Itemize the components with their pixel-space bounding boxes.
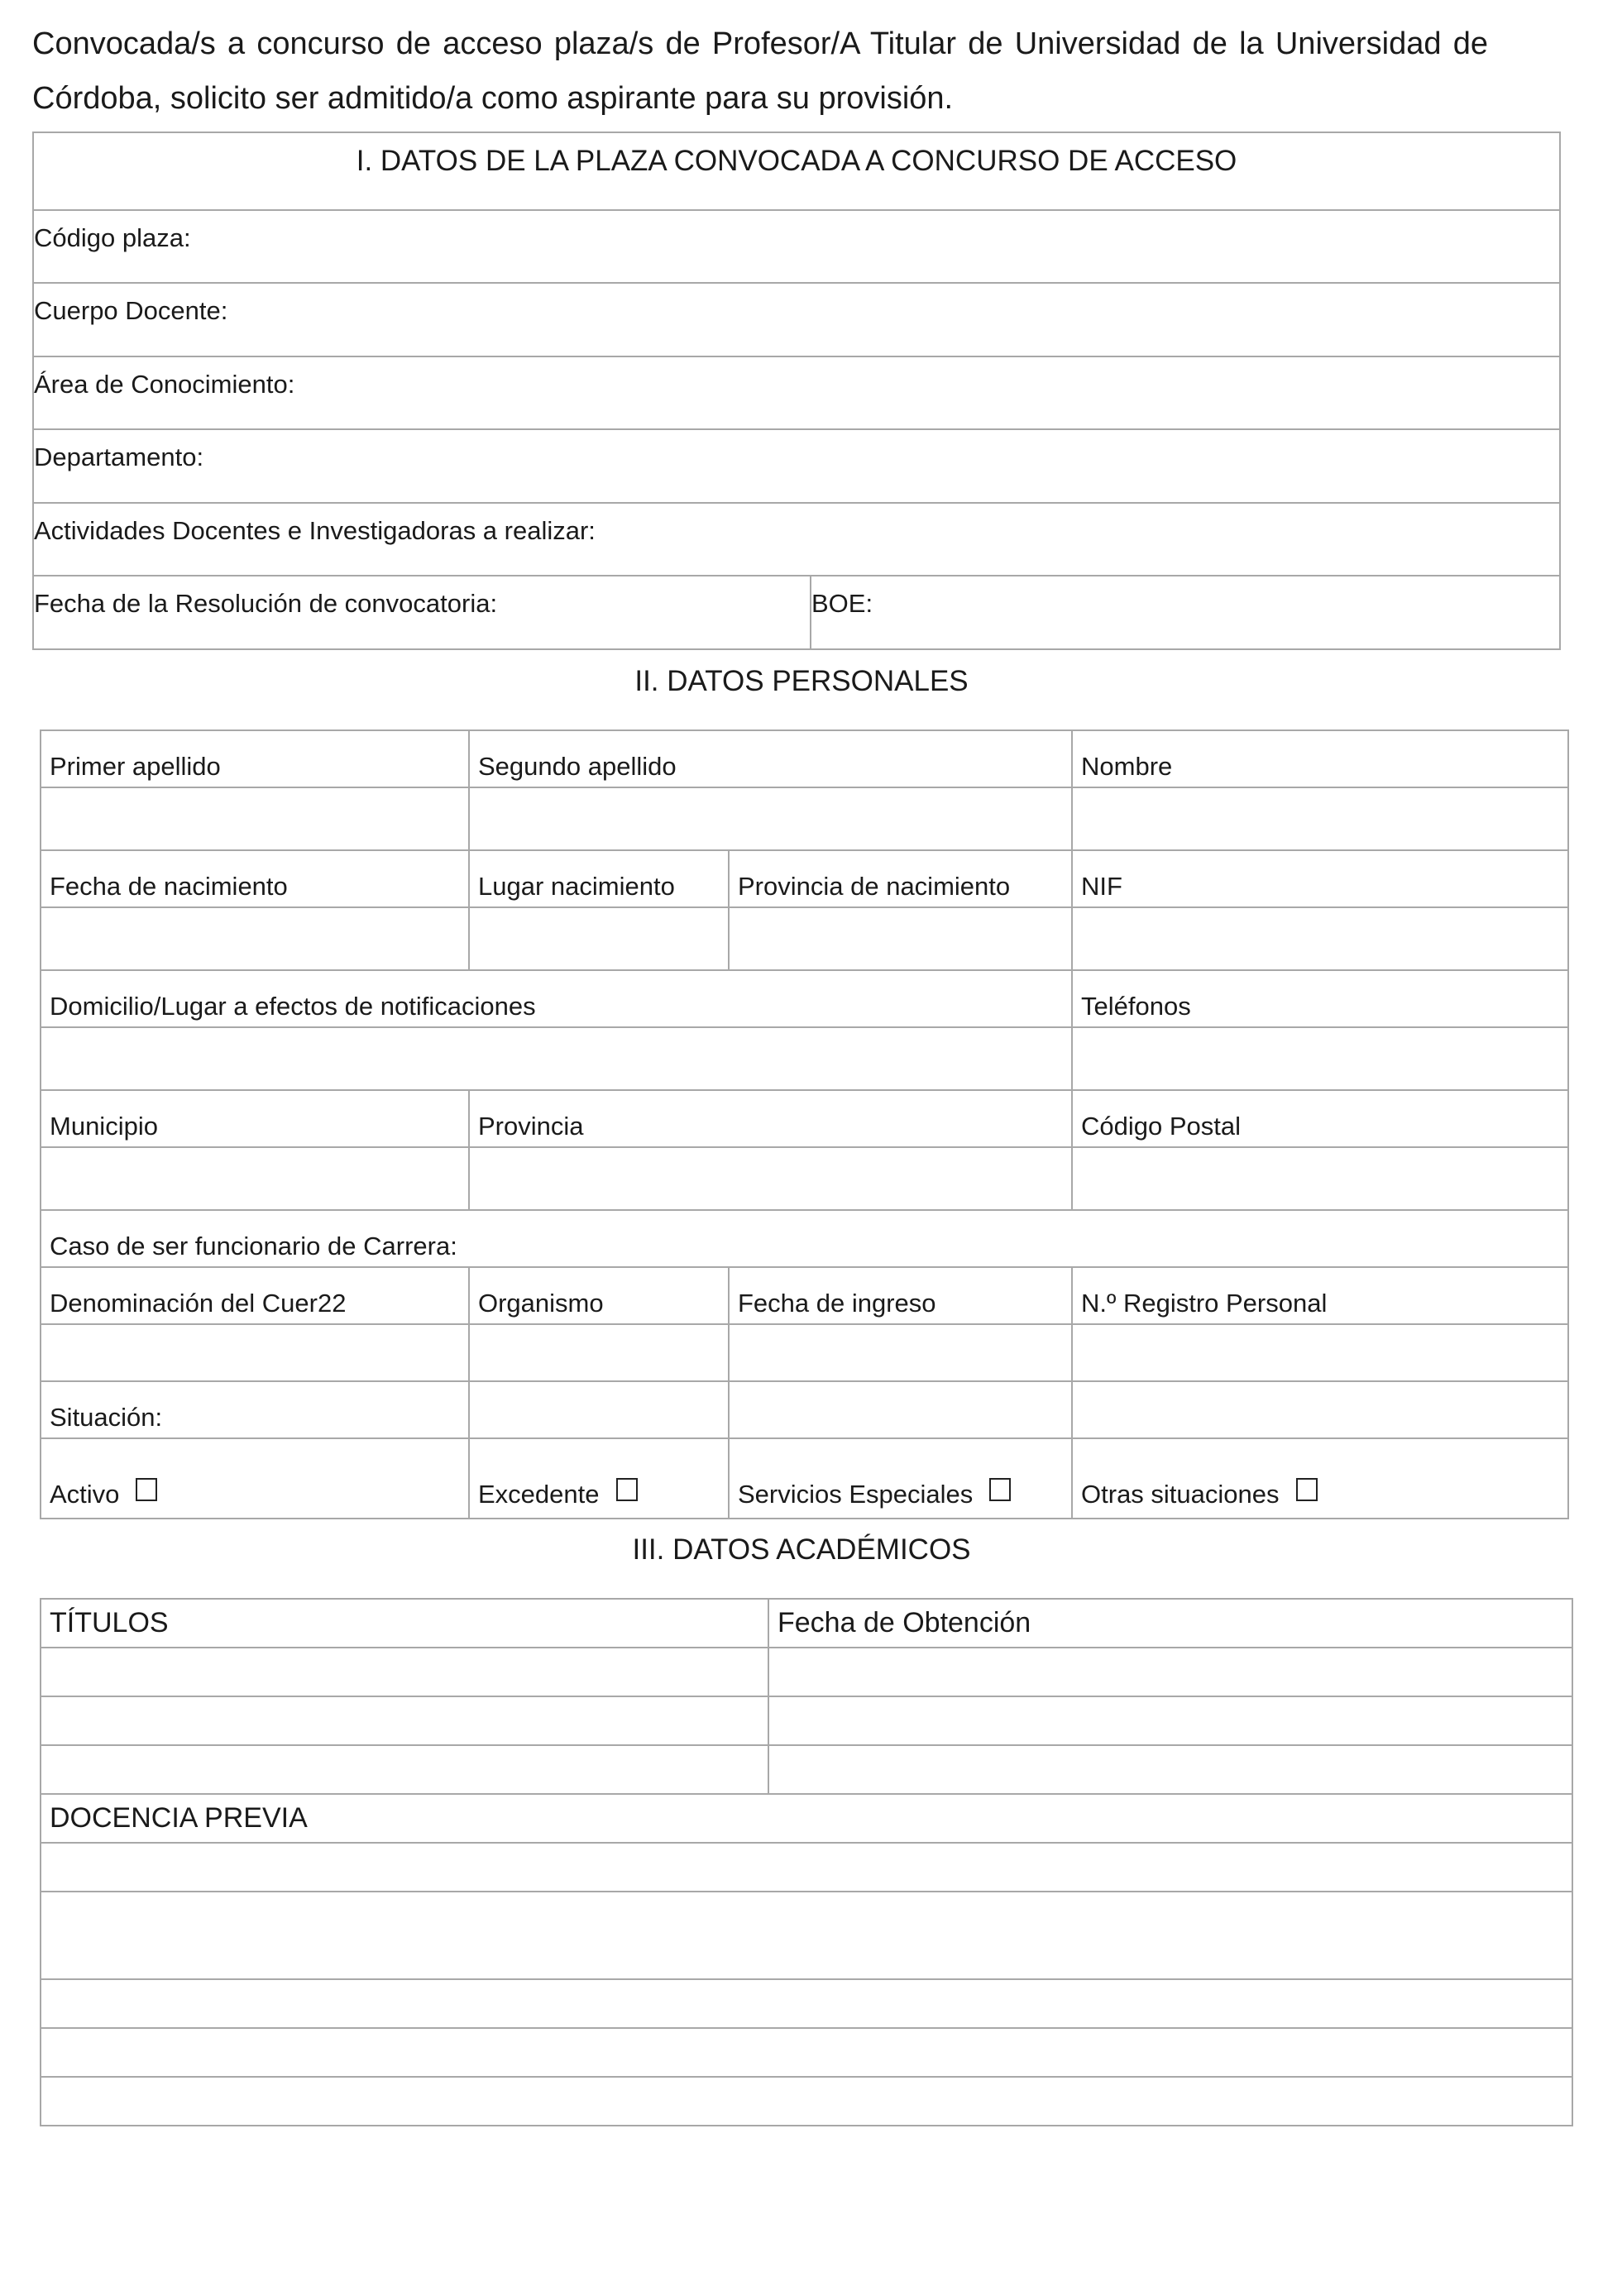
actividades-label: Actividades Docentes e Investigadoras a realizar: xyxy=(34,516,596,545)
nif-input[interactable] xyxy=(1072,907,1568,970)
docencia-previa-input[interactable] xyxy=(41,1892,1572,1979)
provincia-nacimiento-input[interactable] xyxy=(729,907,1072,970)
section3-title: III. DATOS ACADÉMICOS xyxy=(632,1533,971,1566)
situacion-label: Situación: xyxy=(41,1381,469,1438)
academic-data-table xyxy=(40,1598,1573,2126)
area-field[interactable] xyxy=(33,356,1560,429)
personal-data-table xyxy=(40,729,1569,1519)
boe-field[interactable] xyxy=(811,576,1560,649)
fecha-nacimiento-input[interactable] xyxy=(41,907,469,970)
lugar-nacimiento-input[interactable] xyxy=(469,907,729,970)
titulo-input[interactable] xyxy=(41,1648,768,1696)
otras-situaciones-option[interactable] xyxy=(1072,1438,1568,1519)
plaza-data-table xyxy=(32,132,1561,650)
denominacion-label: Denominación del Cuer22 xyxy=(41,1267,469,1324)
nombre-input[interactable] xyxy=(1072,787,1568,850)
boe-label: BOE: xyxy=(811,589,873,618)
organismo-input[interactable] xyxy=(469,1324,729,1381)
otras-situaciones-label: Otras situaciones xyxy=(1081,1480,1280,1509)
docencia-previa-header: DOCENCIA PREVIA xyxy=(41,1794,1572,1843)
otras-situaciones-checkbox[interactable] xyxy=(1296,1478,1318,1501)
registro-label: N.º Registro Personal xyxy=(1072,1267,1568,1324)
segundo-apellido-label: Segundo apellido xyxy=(469,730,1072,787)
activo-option[interactable] xyxy=(41,1438,469,1519)
codigo-postal-input[interactable] xyxy=(1072,1147,1568,1210)
nombre-label: Nombre xyxy=(1072,730,1568,787)
excedente-checkbox[interactable] xyxy=(616,1478,638,1501)
provincia-nacimiento-label: Provincia de nacimiento xyxy=(729,850,1072,907)
telefonos-input[interactable] xyxy=(1072,1027,1568,1090)
segundo-apellido-input[interactable] xyxy=(469,787,1072,850)
departamento-field[interactable] xyxy=(33,429,1560,503)
fecha-obtencion-input[interactable] xyxy=(768,1745,1572,1794)
domicilio-label: Domicilio/Lugar a efectos de notificaciones xyxy=(41,970,1072,1027)
departamento-label: Departamento: xyxy=(34,442,204,471)
situacion-cell xyxy=(1072,1381,1568,1438)
municipio-label: Municipio xyxy=(41,1090,469,1147)
activo-label: Activo xyxy=(50,1480,120,1509)
excedente-option[interactable] xyxy=(469,1438,729,1519)
codigo-postal-label: Código Postal xyxy=(1072,1090,1568,1147)
section1-title: I. DATOS DE LA PLAZA CONVOCADA A CONCURSO DE ACCESO xyxy=(33,132,1560,210)
domicilio-input[interactable] xyxy=(41,1027,1072,1090)
area-label: Área de Conocimiento: xyxy=(34,370,295,399)
primer-apellido-input[interactable] xyxy=(41,787,469,850)
codigo-plaza-field[interactable] xyxy=(33,210,1560,283)
fecha-nacimiento-label: Fecha de nacimiento xyxy=(41,850,469,907)
cuerpo-docente-field[interactable] xyxy=(33,283,1560,356)
telefonos-label: Teléfonos xyxy=(1072,970,1568,1027)
docencia-previa-input[interactable] xyxy=(41,1979,1572,2028)
titulos-header: TÍTULOS xyxy=(41,1599,768,1648)
section2-title: II. DATOS PERSONALES xyxy=(634,665,969,697)
municipio-input[interactable] xyxy=(41,1147,469,1210)
provincia-label: Provincia xyxy=(469,1090,1072,1147)
denominacion-input[interactable] xyxy=(41,1324,469,1381)
primer-apellido-label: Primer apellido xyxy=(41,730,469,787)
servicios-especiales-checkbox[interactable] xyxy=(989,1478,1011,1501)
organismo-label: Organismo xyxy=(469,1267,729,1324)
fecha-ingreso-label: Fecha de ingreso xyxy=(729,1267,1072,1324)
fecha-resolucion-label: Fecha de la Resolución de convocatoria: xyxy=(34,589,498,618)
codigo-plaza-label: Código plaza: xyxy=(34,223,191,252)
fecha-resolucion-field[interactable] xyxy=(33,576,811,649)
actividades-field[interactable] xyxy=(33,503,1560,576)
situacion-cell xyxy=(469,1381,729,1438)
docencia-previa-input[interactable] xyxy=(41,2028,1572,2077)
funcionario-label: Caso de ser funcionario de Carrera: xyxy=(41,1210,1568,1267)
fecha-obtencion-input[interactable] xyxy=(768,1696,1572,1745)
activo-checkbox[interactable] xyxy=(136,1478,157,1501)
titulo-input[interactable] xyxy=(41,1696,768,1745)
cuerpo-docente-label: Cuerpo Docente: xyxy=(34,296,228,325)
intro-paragraph: Convocada/s a concurso de acceso plaza/s de Profesor/A Titular de Universidad de la Universidad de Córdoba, solicito ser admitido/a como aspirante para su provisión. xyxy=(32,26,1488,116)
docencia-previa-input[interactable] xyxy=(41,2077,1572,2126)
fecha-ingreso-input[interactable] xyxy=(729,1324,1072,1381)
titulo-input[interactable] xyxy=(41,1745,768,1794)
nif-label: NIF xyxy=(1072,850,1568,907)
servicios-especiales-label: Servicios Especiales xyxy=(738,1480,974,1509)
excedente-label: Excedente xyxy=(478,1480,600,1509)
lugar-nacimiento-label: Lugar nacimiento xyxy=(469,850,729,907)
docencia-previa-input[interactable] xyxy=(41,1843,1572,1892)
servicios-especiales-option[interactable] xyxy=(729,1438,1072,1519)
registro-input[interactable] xyxy=(1072,1324,1568,1381)
provincia-input[interactable] xyxy=(469,1147,1072,1210)
fecha-obtencion-input[interactable] xyxy=(768,1648,1572,1696)
fecha-obtencion-header: Fecha de Obtención xyxy=(768,1599,1572,1648)
situacion-cell xyxy=(729,1381,1072,1438)
